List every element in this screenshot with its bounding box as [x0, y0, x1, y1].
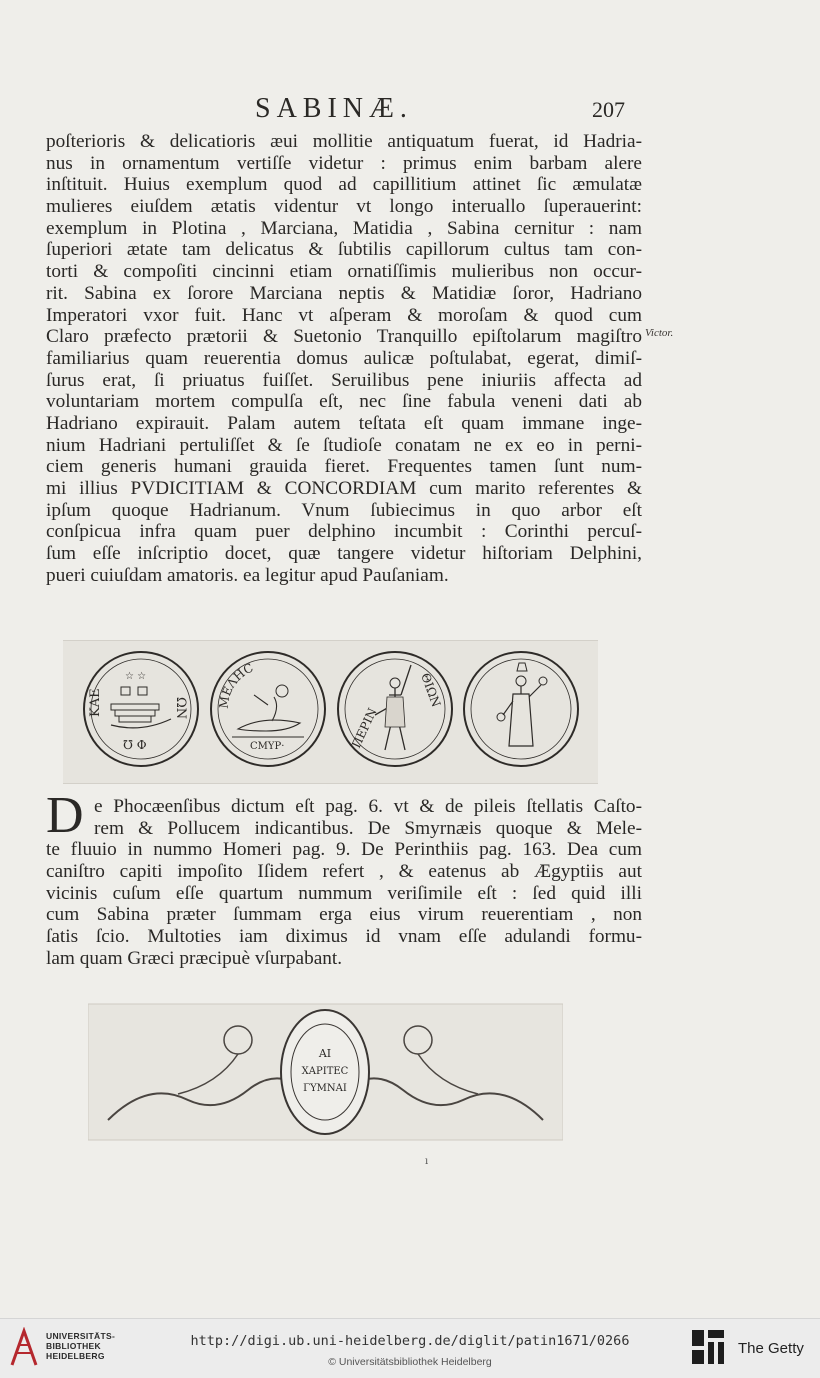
text-line: Imperatori vxor fuit. Hanc vt aſperam & moroſam & quod cum: [46, 304, 642, 326]
text-line: ciem generis humani grauida fieret. Frequentes tamen ſunt num-: [46, 456, 642, 478]
coin-3-right-legend: ΘΙΩΝ: [418, 671, 444, 709]
ornament-inscription-line-1: ΑΙ: [318, 1047, 332, 1060]
coin-1-right-legend: ΩΝ: [173, 697, 188, 720]
ornamental-tailpiece: [88, 1000, 563, 1142]
library-name: UNIVERSITÄTS- BIBLIOTHEK HEIDELBERG: [46, 1331, 116, 1361]
partner-name: The Getty: [738, 1340, 804, 1357]
svg-text:ΜΕΛΗϹ: [217, 661, 256, 710]
margin-note: Victor.: [645, 327, 674, 339]
coin-2-exergue: ϹΜΥΡ·: [250, 741, 285, 752]
coin-1-left-legend: ΚΑΕ: [88, 688, 103, 717]
text-line: familiarius quam reuerentia domus aulicæ poſtulabat, egerat, dimiſ-: [46, 347, 642, 369]
text-line: nium Hadriani pertuliſſet & ſe ſtudioſe conatam ne ex eo in perni-: [46, 434, 642, 456]
copyright-notice: © Universitätsbibliothek Heidelberg: [328, 1356, 492, 1368]
permalink-url[interactable]: http://digi.ub.uni-heidelberg.de/diglit/patin1671/0266: [190, 1333, 630, 1349]
text-line: ipſum quoque Hadrianum. Vnum ſubiecimus in quo arbor eſt: [46, 499, 642, 521]
text-line: nus in ornamentum vertiſſe videtur : primus enim barbam alere: [46, 152, 642, 174]
text-line: caniſtro capiti impoſito Iſidem refert , & eatenus ab Ægyptiis aut: [46, 861, 642, 883]
text-line: Claro præfecto prætorii & Suetonio Tranquillo epiſtolarum magiſtro: [46, 326, 642, 348]
second-text-block: [46, 787, 642, 970]
text-line: Hadriano expirauit. Palam autem teſtata eſt quam immane inge-: [46, 412, 642, 434]
main-text-block: [46, 131, 642, 586]
drop-cap: D: [46, 787, 84, 844]
page-number: 207: [592, 97, 625, 122]
coin-2-illustration: [208, 649, 328, 769]
coin-4-illustration: [461, 649, 581, 769]
text-line: torti & compoſiti cincinni etiam ornatiſſimis mulieribus non occur-: [46, 261, 642, 283]
printer-mark: ı: [425, 1156, 429, 1167]
coin-2-arc-legend: ΜΕΛΗϹ: [216, 660, 256, 710]
coin-1-illustration: [81, 649, 201, 769]
coin-3-left-legend: ΠΕΡΙΝ: [349, 705, 380, 751]
text-line: ſurus erat, ſi priuatus fuiſſet. Seruilibus pene iniuriis affecta ad: [46, 369, 642, 391]
ornament-inscription-line-2: ΧΑΡΙΤΕϹ: [301, 1066, 349, 1077]
text-line: voluntariam mortem compulſa eſt, nec ſine fabula veneni dati ab: [46, 391, 642, 413]
text-line: vicinis cuſum eſſe quartum nummum veriſimile eſt : ſed quid illi: [46, 882, 642, 904]
text-line: lam quam Græci præcipuè vſurpabant.: [46, 947, 343, 969]
text-line: conſpicua infra quam puer delphino incumbit : Corinthi percuſ-: [46, 521, 642, 543]
text-line: cum Sabina præter ſummam erga eius virum reuerentiam , non: [46, 904, 642, 926]
ornament-inscription-line-3: ΓΥΜΝΑΙ: [303, 1083, 347, 1094]
text-line: mulieres eiuſdem ætatis videntur vt longo interuallo ſuperauerint:: [46, 196, 642, 218]
getty-logo-icon: [690, 1328, 726, 1366]
text-line: e Phocæenſibus dictum eſt pag. 6. vt & de pileis ſtellatis Caſto-: [94, 796, 642, 817]
text-line: pueri cuiuſdam amatoris. ea legitur apud Pauſaniam.: [46, 564, 449, 586]
text-line: inſtituit. Huius exemplum quod ad capillitium attinet ſic æmulatæ: [46, 174, 642, 196]
running-title: SABINÆ.: [255, 93, 413, 124]
text-line: rem & Pollucem indicantibus. De Smyrnæis quoque & Mele-: [94, 817, 642, 839]
text-line: poſterioris & delicatioris æui mollitie antiquatum fuerat, id Hadria-: [46, 131, 642, 152]
text-line: exemplum in Plotina , Marciana, Matidia , Sabina cernitur : nam: [46, 217, 642, 239]
text-line: mi illius PVDICITIAM & CONCORDIAM cum marito referentes &: [46, 478, 642, 499]
coin-1-bottom-legend: ℧ Φ: [123, 738, 147, 752]
text-line: rit. Sabina ex ſorore Marciana neptis & Matidiæ ſoror, Hadriano: [46, 282, 642, 304]
coin-3-illustration: [335, 649, 455, 769]
viewer-footer: [0, 1318, 820, 1378]
text-line: ſum eſſe inſcriptio docet, quæ tangere videtur hiſtoriam Delphini,: [46, 543, 642, 565]
coin-plate: [63, 640, 598, 784]
text-line: ſuperiori ætate tam delicatus & ſubtilis capillorum cultus tam con-: [46, 239, 642, 261]
page-header: [0, 93, 820, 123]
svg-text:☆ ☆: ☆ ☆: [125, 671, 147, 682]
text-line: ſatis ſcio. Multoties iam diximus id vnam eſſe adulandi formu-: [46, 926, 642, 948]
text-line: te fluuio in nummo Homeri pag. 9. De Perinthiis pag. 163. Dea cum: [46, 839, 642, 861]
